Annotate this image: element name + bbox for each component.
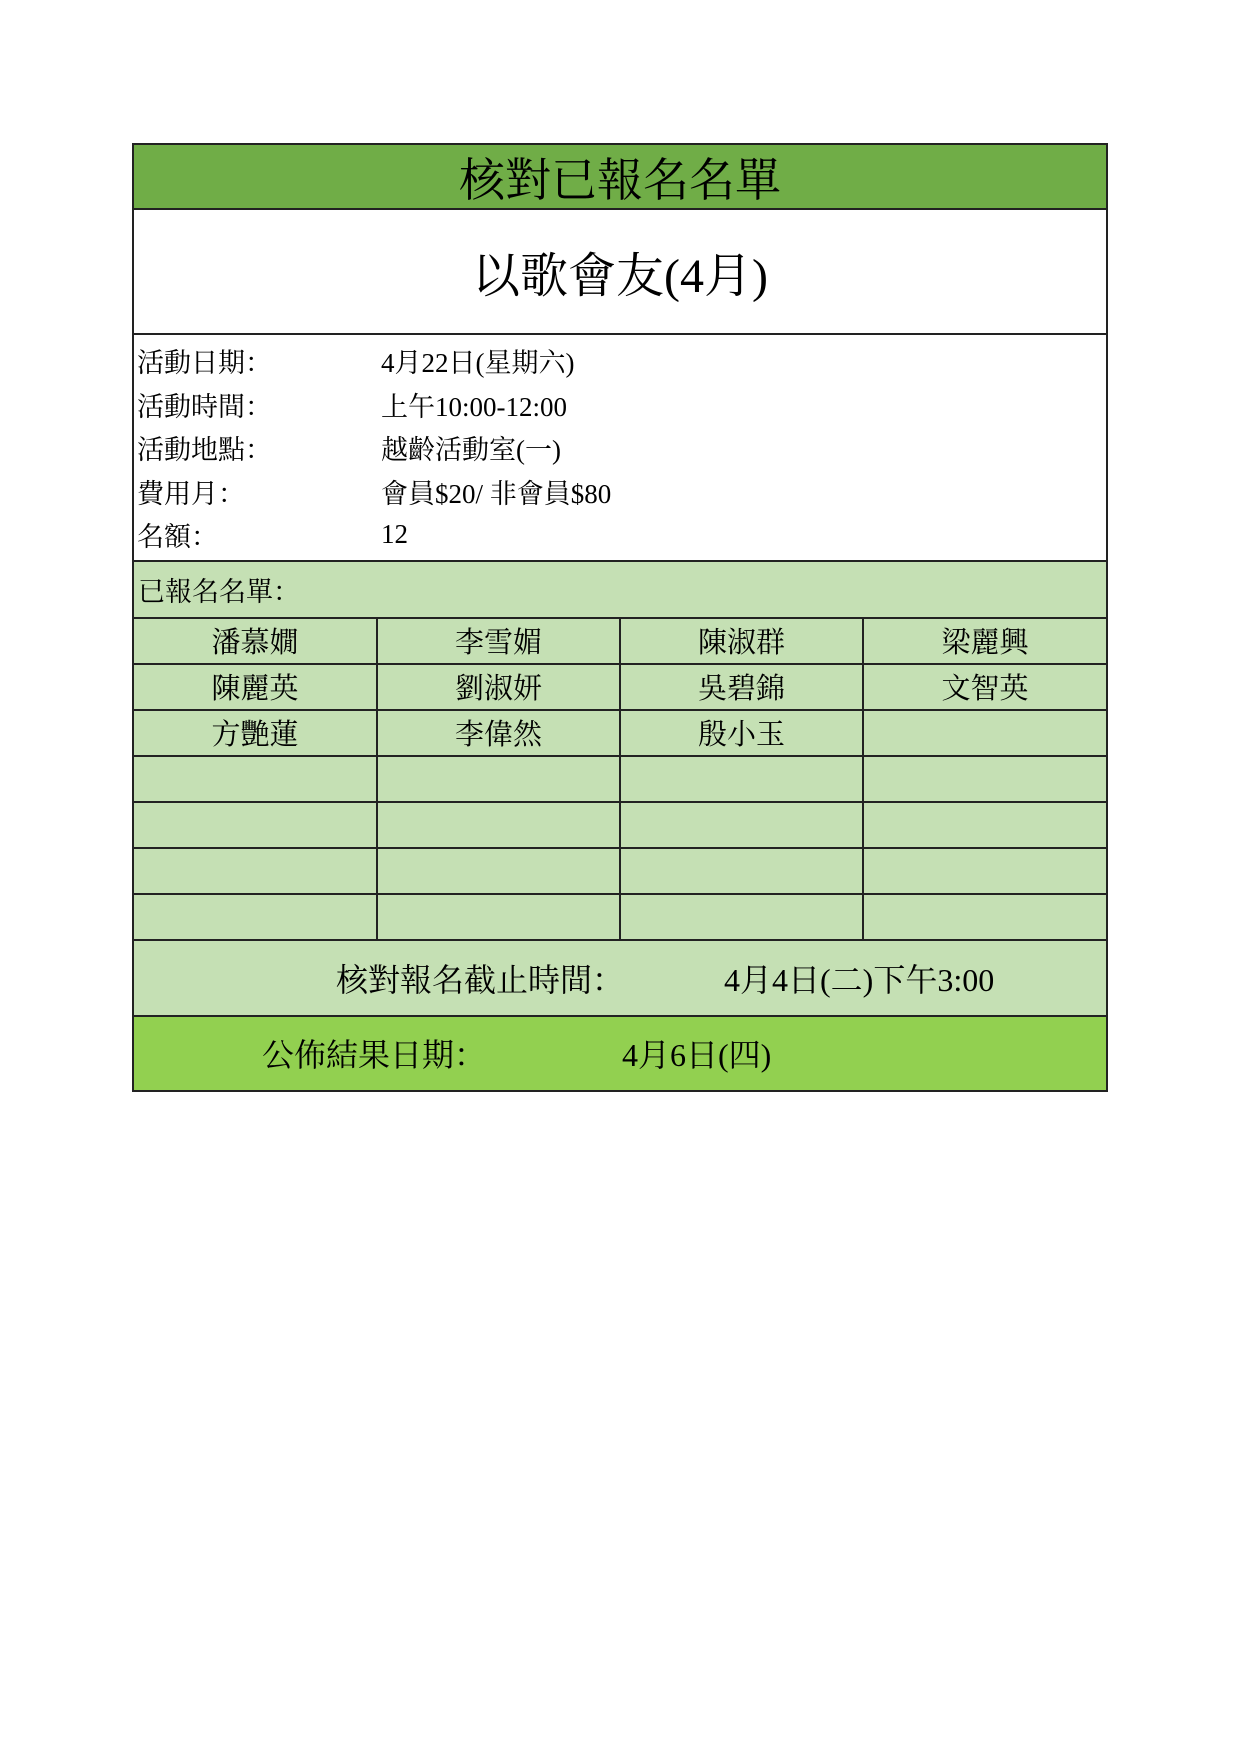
name-cell: [620, 756, 863, 802]
info-value: 4月22日(星期六): [381, 348, 575, 379]
info-location: [134, 426, 1106, 470]
name-cell: 李偉然: [377, 710, 620, 756]
table-row: [134, 619, 1106, 664]
registration-sheet: [132, 143, 1108, 1092]
deadline-row: [134, 941, 1106, 1017]
info-value: 會員$20/ 非會員$80: [381, 478, 612, 509]
deadline-label: 核對報名截止時間：: [335, 960, 624, 999]
table-row: [134, 710, 1106, 756]
table-row: [134, 894, 1106, 940]
table-row: [134, 664, 1106, 710]
name-cell: [863, 848, 1106, 894]
result-value: 4月6日(四): [622, 1037, 772, 1073]
name-cell: 方艷蓮: [134, 710, 377, 756]
info-value: 上午10:00-12:00: [381, 391, 567, 422]
table-row: [134, 756, 1106, 802]
name-cell: [620, 894, 863, 940]
name-cell: [620, 848, 863, 894]
name-cell: [134, 756, 377, 802]
name-cell: [377, 802, 620, 848]
table-row: [134, 848, 1106, 894]
name-cell: [377, 848, 620, 894]
info-label: 活動日期：: [137, 348, 272, 379]
registered-list-header: 已報名名單：: [134, 562, 1106, 619]
name-cell: 殷小玉: [620, 710, 863, 756]
sheet-title: 核對已報名名單: [134, 145, 1106, 210]
name-cell: 李雪媚: [377, 619, 620, 664]
name-cell: [134, 848, 377, 894]
name-cell: [134, 802, 377, 848]
name-cell: [377, 756, 620, 802]
name-cell: 陳麗英: [134, 664, 377, 710]
name-cell: 陳淑群: [620, 619, 863, 664]
name-cell: [863, 756, 1106, 802]
name-cell: 文智英: [863, 664, 1106, 710]
info-value: 12: [381, 519, 408, 550]
name-cell: [863, 894, 1106, 940]
info-label: 費用月：: [137, 478, 245, 509]
info-label: 活動地點：: [137, 435, 272, 466]
name-cell: 吳碧錦: [620, 664, 863, 710]
name-cell: [863, 802, 1106, 848]
name-cell: 潘慕嫺: [134, 619, 377, 664]
name-cell: [863, 710, 1106, 756]
registered-names-table: [134, 619, 1106, 941]
info-fee: [134, 470, 1106, 514]
event-name: 以歌會友(4月): [134, 210, 1106, 335]
info-time: [134, 383, 1106, 427]
name-cell: 梁麗興: [863, 619, 1106, 664]
deadline-value: 4月4日(二)下午3:00: [724, 961, 995, 998]
name-cell: 劉淑妍: [377, 664, 620, 710]
info-label: 活動時間：: [137, 391, 272, 422]
info-date: [134, 339, 1106, 383]
info-quota: [134, 513, 1106, 557]
name-cell: [620, 802, 863, 848]
info-label: 名額：: [137, 522, 218, 553]
table-row: [134, 802, 1106, 848]
name-cell: [134, 894, 377, 940]
event-info: [134, 335, 1106, 562]
result-label: 公佈結果日期：: [262, 1036, 487, 1074]
name-cell: [377, 894, 620, 940]
result-row: [134, 1017, 1106, 1090]
info-value: 越齡活動室(一): [381, 435, 561, 466]
